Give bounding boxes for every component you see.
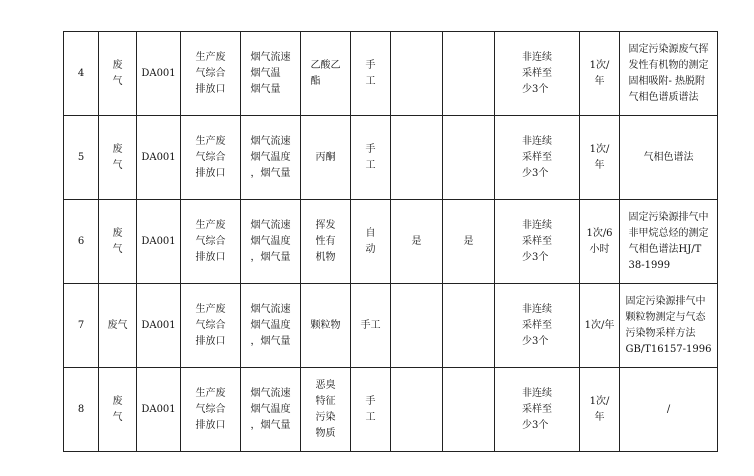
cell-mode: 手 工	[351, 32, 391, 116]
cell-method: 固定污染源排气中 颗粒物测定与气态 污染物采样方法 GB/T16157-1996	[620, 284, 718, 368]
cell-auto-b	[443, 368, 495, 452]
cell-outlet-id: DA001	[137, 200, 181, 284]
cell-method: 气相色谱法	[620, 116, 718, 200]
cell-mode: 手 工	[351, 368, 391, 452]
cell-auto-b	[443, 284, 495, 368]
cell-outlet-name: 生产废 气综合 排放口	[181, 116, 241, 200]
cell-flue-params: 烟气流速 烟气温度 ，烟气量	[241, 368, 301, 452]
cell-pollutant: 恶臭 特征 污染 物质	[301, 368, 351, 452]
table-row	[64, 368, 718, 452]
cell-sampling: 非连续 采样至 少3个	[495, 32, 580, 116]
cell-outlet-name: 生产废 气综合 排放口	[181, 200, 241, 284]
cell-flue-params: 烟气流速 烟气温度 ，烟气量	[241, 116, 301, 200]
cell-frequency: 1次/年	[580, 284, 620, 368]
cell-type: 废 气	[99, 200, 137, 284]
table-row	[64, 116, 718, 200]
cell-mode: 自 动	[351, 200, 391, 284]
table-row	[64, 284, 718, 368]
cell-outlet-name: 生产废 气综合 排放口	[181, 284, 241, 368]
cell-no: 4	[64, 32, 99, 116]
cell-auto-b	[443, 116, 495, 200]
cell-frequency: 1次/ 年	[580, 32, 620, 116]
cell-outlet-name: 生产废 气综合 排放口	[181, 368, 241, 452]
cell-auto-a	[391, 284, 443, 368]
cell-outlet-id: DA001	[137, 284, 181, 368]
cell-sampling: 非连续 采样至 少3个	[495, 116, 580, 200]
cell-flue-params: 烟气流速 烟气温度 ，烟气量	[241, 200, 301, 284]
cell-frequency: 1次/6 小时	[580, 200, 620, 284]
cell-mode: 手工	[351, 284, 391, 368]
cell-type: 废气	[99, 284, 137, 368]
cell-flue-params: 烟气流速 烟气温度 ，烟气量	[241, 284, 301, 368]
cell-no: 7	[64, 284, 99, 368]
cell-outlet-id: DA001	[137, 368, 181, 452]
cell-method: 固定污染源排气中 非甲烷总烃的测定 气相色谱法HJ/T 38-1999	[620, 200, 718, 284]
cell-auto-b	[443, 32, 495, 116]
cell-sampling: 非连续 采样至 少3个	[495, 284, 580, 368]
table-row	[64, 32, 718, 116]
cell-frequency: 1次/ 年	[580, 368, 620, 452]
table-row	[64, 200, 718, 284]
cell-outlet-name: 生产废 气综合 排放口	[181, 32, 241, 116]
cell-mode: 手 工	[351, 116, 391, 200]
cell-auto-a	[391, 368, 443, 452]
cell-type: 废 气	[99, 368, 137, 452]
cell-outlet-id: DA001	[137, 116, 181, 200]
cell-pollutant: 挥发 性有 机物	[301, 200, 351, 284]
cell-flue-params: 烟气流速 烟气温 烟气量	[241, 32, 301, 116]
cell-type: 废 气	[99, 116, 137, 200]
cell-pollutant: 丙酮	[301, 116, 351, 200]
cell-type: 废 气	[99, 32, 137, 116]
cell-outlet-id: DA001	[137, 32, 181, 116]
cell-auto-a: 是	[391, 200, 443, 284]
cell-frequency: 1次/ 年	[580, 116, 620, 200]
cell-no: 5	[64, 116, 99, 200]
cell-method: 固定污染源废气挥 发性有机物的测定 固相吸附- 热脱附 气相色谱质谱法	[620, 32, 718, 116]
cell-method: /	[620, 368, 718, 452]
monitoring-table	[63, 31, 718, 452]
cell-sampling: 非连续 采样至 少3个	[495, 368, 580, 452]
cell-auto-a	[391, 116, 443, 200]
cell-auto-b: 是	[443, 200, 495, 284]
cell-sampling: 非连续 采样至 少3个	[495, 200, 580, 284]
cell-no: 6	[64, 200, 99, 284]
cell-auto-a	[391, 32, 443, 116]
cell-pollutant: 颗粒物	[301, 284, 351, 368]
cell-pollutant: 乙酸乙 酯	[301, 32, 351, 116]
cell-no: 8	[64, 368, 99, 452]
